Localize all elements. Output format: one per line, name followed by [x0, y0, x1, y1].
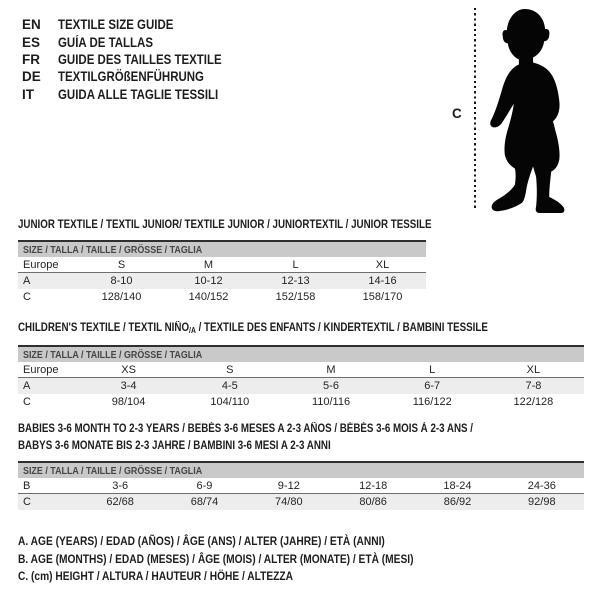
table-title-segment: BABIES 3-6 MONTH TO 2-3 YEARS / BEBÉS 3-6 MESES A 2-3 AÑOS / BÉBÉS 3-6 MOIS À 2-3 ANS / — [18, 423, 474, 435]
table-cell: S — [117, 258, 126, 271]
table-title-text — [18, 217, 432, 234]
table-cell: 5-6 — [323, 380, 339, 392]
legend-notes — [18, 533, 483, 586]
table-cell: 6-9 — [196, 479, 213, 492]
table-title-segment: /A — [189, 326, 196, 335]
row-label: A — [23, 380, 31, 392]
table-title-segment: JUNIOR TEXTILE / TEXTIL JUNIOR/ TEXTILE JUNIOR / JUNIORTEXTIL / JUNIOR TESSILE — [18, 219, 432, 231]
table-size-band — [18, 463, 584, 478]
table-title — [18, 320, 584, 339]
height-measure-dashed-line — [474, 8, 476, 209]
language-title: GUIDA ALLE TAGLIE TESSILI — [58, 86, 219, 102]
table-cell: L — [429, 363, 436, 376]
language-title: GUIDE DES TAILLES TEXTILE — [58, 51, 222, 67]
table-title-segment: / TEXTILE DES ENFANTS / KINDERTEXTIL / BAMBINI TESSILE — [195, 322, 488, 334]
legend-note-line — [18, 568, 483, 586]
section-childrens-textile — [18, 320, 584, 410]
table-cell: 7-8 — [525, 380, 542, 392]
table-cell: 24-36 — [527, 479, 556, 492]
table-cell: 152/158 — [275, 291, 316, 303]
size-table-children — [18, 345, 584, 410]
section-babies-textile — [18, 421, 584, 510]
table-cell: XL — [526, 363, 541, 376]
table-cell: 122/128 — [513, 396, 554, 408]
table-row — [18, 257, 426, 273]
language-code: ES — [22, 34, 41, 50]
height-measure-label: C — [452, 106, 462, 121]
table-title-line — [18, 421, 584, 438]
language-row — [22, 33, 251, 50]
table-cell: M — [326, 363, 336, 376]
legend-note-text: B. AGE (MONTHS) / EDAD (MESES) / ÂGE (MOIS) / ALTER (MONATE) / ETÀ (MESI) — [18, 551, 414, 566]
language-code: EN — [22, 17, 41, 33]
table-cell: 3-4 — [120, 380, 137, 392]
table-cell: 140/152 — [188, 291, 229, 303]
table-cell: 92/98 — [528, 496, 556, 508]
language-list — [22, 16, 251, 103]
table-cell: 86/92 — [443, 496, 472, 508]
table-row — [18, 378, 584, 394]
table-cell: 110/116 — [311, 396, 351, 408]
table-title — [18, 421, 584, 455]
row-label: C — [23, 396, 31, 408]
table-cell: 98/104 — [111, 396, 146, 408]
table-cell: 10-12 — [194, 275, 223, 287]
table-row — [18, 478, 584, 494]
table-title-line — [18, 438, 584, 455]
table-row — [18, 394, 584, 410]
language-row — [22, 86, 251, 103]
language-code: DE — [22, 69, 41, 85]
table-size-band — [18, 347, 584, 362]
table-size-band — [18, 242, 426, 257]
table-cell: 116/122 — [412, 396, 452, 408]
row-label: A — [23, 275, 31, 287]
table-cell: 74/80 — [275, 496, 303, 508]
baby-figure — [450, 6, 590, 216]
size-table-junior — [18, 240, 426, 305]
table-row — [18, 289, 426, 305]
language-row — [22, 16, 251, 33]
row-label: B — [23, 479, 31, 492]
section-junior-textile — [18, 217, 504, 305]
table-cell: S — [226, 363, 234, 376]
table-title-text — [18, 438, 331, 455]
table-cell: 8-10 — [110, 275, 133, 287]
table-title-line — [18, 217, 504, 234]
language-row — [22, 68, 251, 85]
table-title-text — [18, 320, 488, 339]
row-label: Europe — [23, 258, 59, 271]
table-row — [18, 362, 584, 378]
table-cell: 6-7 — [424, 380, 441, 392]
legend-note-line — [18, 533, 483, 551]
row-label: C — [23, 291, 31, 303]
table-cell: XL — [375, 258, 390, 271]
table-cell: 62/68 — [106, 496, 134, 508]
legend-note-line — [18, 551, 483, 569]
table-cell: XS — [121, 363, 136, 376]
legend-note-text: C. (cm) HEIGHT / ALTURA / HAUTEUR / HÖHE / ALTEZZA — [18, 569, 294, 583]
table-cell: 9-12 — [277, 479, 300, 492]
table-cell: M — [203, 258, 214, 271]
language-title: TEXTILE SIZE GUIDE — [58, 17, 174, 33]
table-cell: 14-16 — [368, 275, 397, 287]
table-size-band-text: SIZE / TALLA / TAILLE / GRÖSSE / TAGLIA — [23, 348, 203, 361]
table-cell: 12-13 — [281, 275, 310, 287]
table-cell: 68/74 — [190, 496, 219, 508]
table-cell: 18-24 — [443, 479, 472, 492]
table-title-text — [18, 421, 473, 438]
language-code: FR — [22, 51, 40, 67]
table-cell: 12-18 — [359, 479, 388, 492]
table-row — [18, 494, 584, 510]
baby-silhouette — [478, 7, 580, 214]
table-size-band-text: SIZE / TALLA / TAILLE / GRÖSSE / TAGLIA — [23, 243, 203, 256]
row-label: C — [23, 496, 31, 508]
table-cell: 104/110 — [210, 396, 250, 408]
table-title-segment: CHILDREN'S TEXTILE / TEXTIL NIÑO — [18, 322, 190, 334]
table-title-line — [18, 320, 584, 339]
table-size-band-text: SIZE / TALLA / TAILLE / GRÖSSE / TAGLIA — [23, 464, 203, 477]
language-code: IT — [22, 86, 34, 102]
table-cell: L — [292, 258, 299, 271]
language-title: TEXTILGRÖßENFÜHRUNG — [58, 69, 204, 85]
table-title-segment: BABYS 3-6 MONATE BIS 2-3 JAHRE / BAMBINI 3-6 MESI A 2-3 ANNI — [18, 440, 331, 452]
table-cell: 158/170 — [362, 291, 403, 303]
table-title — [18, 217, 504, 234]
table-cell: 128/140 — [101, 291, 142, 303]
language-title: GUÍA DE TALLAS — [58, 34, 153, 50]
legend-note-text: A. AGE (YEARS) / EDAD (AÑOS) / ÂGE (ANS) / ALTER (JAHRE) / ETÀ (ANNI) — [18, 534, 385, 548]
table-cell: 4-5 — [221, 380, 238, 392]
table-row — [18, 273, 426, 289]
table-cell: 3-6 — [112, 479, 129, 492]
language-row — [22, 51, 251, 68]
row-label: Europe — [23, 363, 59, 376]
size-table-babies — [18, 461, 584, 510]
table-cell: 80/86 — [359, 496, 387, 508]
